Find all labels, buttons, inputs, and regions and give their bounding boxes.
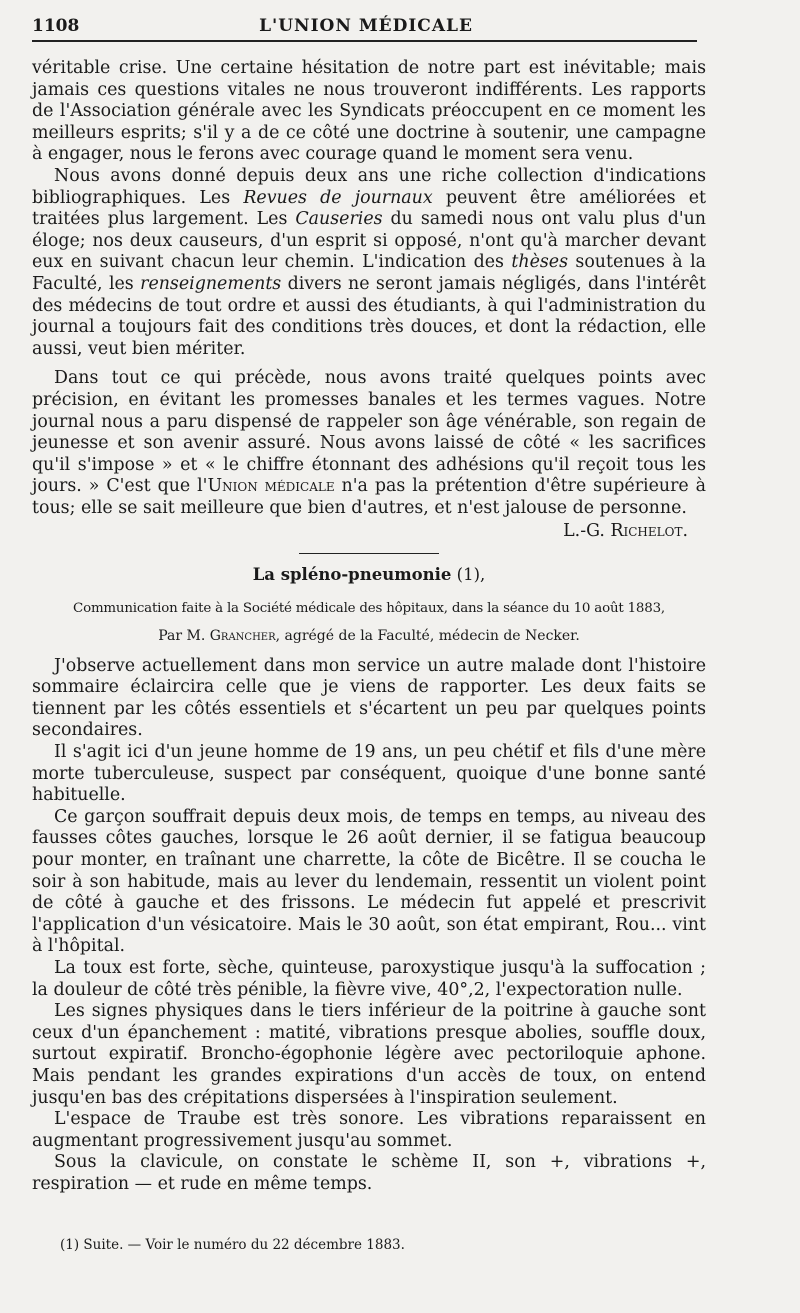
signature: [32, 521, 706, 543]
paragraph-2: [32, 166, 706, 360]
footnote-reference: (1),: [451, 565, 486, 585]
italic-run: Revues de journaux: [243, 187, 433, 208]
italic-run: renseignements: [140, 273, 282, 294]
italic-run: thèses: [511, 252, 568, 273]
text-run: Nous avons donné depuis deux ans une riche collection d'indications bibliographiques. Les: [32, 165, 706, 208]
page-number: 1108: [32, 16, 80, 36]
article-title-text: La spléno-pneumonie: [252, 565, 452, 585]
paragraph-7: La toux est forte, sèche, quinteuse, paroxystique jusqu'à la suffocation ; la douleur de côté très pénible, la fièvre vive, 40°,2, l'expectoration nulle.: [32, 957, 706, 1000]
text-run: , agrégé de la Faculté, médecin de Necker.: [275, 627, 580, 644]
section-divider: [299, 553, 439, 554]
text-run: soutenues à la Faculté, les: [32, 252, 706, 294]
author-name: Grancher: [209, 627, 276, 644]
paragraph-4: J'observe actuellement dans mon service un autre malade dont l'histoire sommaire éclaircira celle que je viens de rapporter. Les deux faits se tiennent par les côtés essentiels et s'écartent un peu par quelques points secondaires.: [32, 655, 706, 741]
text-run: du samedi nous ont valu plus d'un éloge; nos deux causeurs, d'un esprit si opposé, n'ont qu'à marcher devant eux en suivant chacun leur chemin. L'indication des: [32, 209, 707, 273]
italic-run: Causeries: [295, 209, 383, 230]
paragraph-5: Il s'agit ici d'un jeune homme de 19 ans, un peu chétif et fils d'une mère morte tuberculeuse, suspect par conséquent, quoique d'une bonne santé habituelle.: [32, 742, 706, 806]
paragraph-8: Les signes physiques dans le tiers inférieur de la poitrine à gauche sont ceux d'un épanchement : matité, vibrations presque abolies, souffle doux, surtout expiratif. Broncho-égophonie légère avec pectoriloquie aphone. Mais pendant les grandes expirations d'un accès de toux, on entend jusqu'en bas des crépitations dispersées à l'inspiration seulement.: [32, 1001, 706, 1108]
paragraph-3: [32, 368, 706, 519]
paragraph-10: Sous la clavicule, on constate le schème II, son +, vibrations +, respiration — et rude en même temps.: [32, 1152, 706, 1194]
small-caps-run: Union médicale: [207, 476, 335, 497]
paragraph-1: véritable crise. Une certaine hésitation de notre part est inévitable; mais jamais ces questions vitales ne nous trouveront indifférents. Les rapports de l'Association générale avec les Syndicats préoccupent en ce moment les meilleurs esprits; s'il y a de ce côté une doctrine à soutenir, une campagne à engager, nous le ferons avec courage quand le moment sera venu.: [32, 58, 706, 165]
text-run: peuvent être améliorées et traitées plus largement. Les: [32, 187, 706, 230]
footnote: (1) Suite. — Voir le numéro du 22 décembre 1883.: [60, 1237, 405, 1253]
header-rule: [32, 40, 697, 42]
communication-line: Communication faite à la Société médicale des hôpitaux, dans la séance du 10 août 1883,: [73, 600, 665, 616]
signature-name: Richelot.: [610, 521, 688, 542]
body-text: [32, 58, 706, 1196]
running-title: L'UNION MÉDICALE: [259, 16, 473, 36]
text-run: Dans tout ce qui précède, nous avons traité quelques points avec précision, en évitant les promesses banales et les termes vagues. Notre journal nous a paru dispensé de rappeler son âge vénérable, son regain de jeunesse et son avenir assuré. Nous avons laissé de côté « les sacrifices qu'il s'impose » et « le chiffre étonnant des adhésions qu'il reçoit tous les jours. » C'est que l': [32, 368, 706, 497]
text-run: Par M.: [158, 627, 210, 644]
article-title: [32, 564, 706, 586]
text-run: n'a pas la prétention d'être supérieure à tous; elle se sait meilleure que bien d'autres, et n'est jalouse de personne.: [32, 476, 706, 518]
signature-initials: L.-G.: [563, 521, 611, 542]
paragraph-6: Ce garçon souffrait depuis deux mois, de temps en temps, au niveau des fausses côtes gauches, lorsque le 26 août dernier, il se fatigua beaucoup pour monter, en traînant une charrette, la côte de Bicêtre. Il se coucha le soir à son habitude, mais au lever du lendemain, ressentit un violent point de côté à gauche et des frissons. Le médecin fut appelé et prescrivit l'application d'un vésicatoire. Mais le 30 août, son état empirant, Rou... vint à l'hôpital.: [32, 806, 706, 957]
paragraph-9: L'espace de Traube est très sonore. Les vibrations reparaissent en augmentant progressivement jusqu'au sommet.: [32, 1109, 706, 1151]
author-line: [32, 626, 706, 646]
text-run: divers ne seront jamais négligés, dans l'intérêt des médecins de tout ordre et aussi des étudiants, à qui l'administration du journal a toujours fait des conditions très douces, et dont la rédaction, elle aussi, veut bien mériter.: [32, 273, 706, 359]
